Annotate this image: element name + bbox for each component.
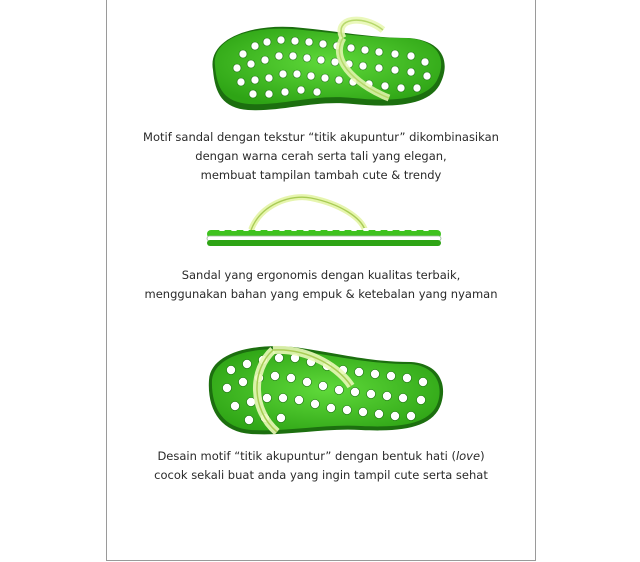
caption-side-view	[107, 266, 535, 304]
sandal-top-view-image	[193, 8, 453, 118]
caption-emphasis: love	[455, 449, 481, 463]
caption-line: cocok sekali buat anda yang ingin tampil cute serta sehat	[154, 468, 488, 482]
caption-line: membuat tampilan tambah cute & trendy	[200, 168, 442, 182]
sandal-front-view-image	[191, 340, 451, 440]
caption-text: )	[480, 449, 485, 463]
caption-line: menggunakan bahan yang empuk & ketebalan yang nyaman	[144, 287, 498, 301]
sandal-side-view-image	[191, 190, 451, 252]
caption-top-view	[107, 128, 535, 185]
caption-line: Motif sandal dengan tekstur “titik akupuntur” dikombinasikan	[143, 130, 499, 144]
caption-line: Sandal yang ergonomis dengan kualitas terbaik,	[181, 268, 461, 282]
caption-line	[107, 447, 535, 466]
caption-front-view	[107, 447, 535, 485]
caption-line: dengan warna cerah serta tali yang elegan,	[195, 149, 447, 163]
caption-text: Desain motif “titik akupuntur” dengan bentuk hati (	[157, 449, 456, 463]
product-description-panel	[106, 0, 536, 561]
